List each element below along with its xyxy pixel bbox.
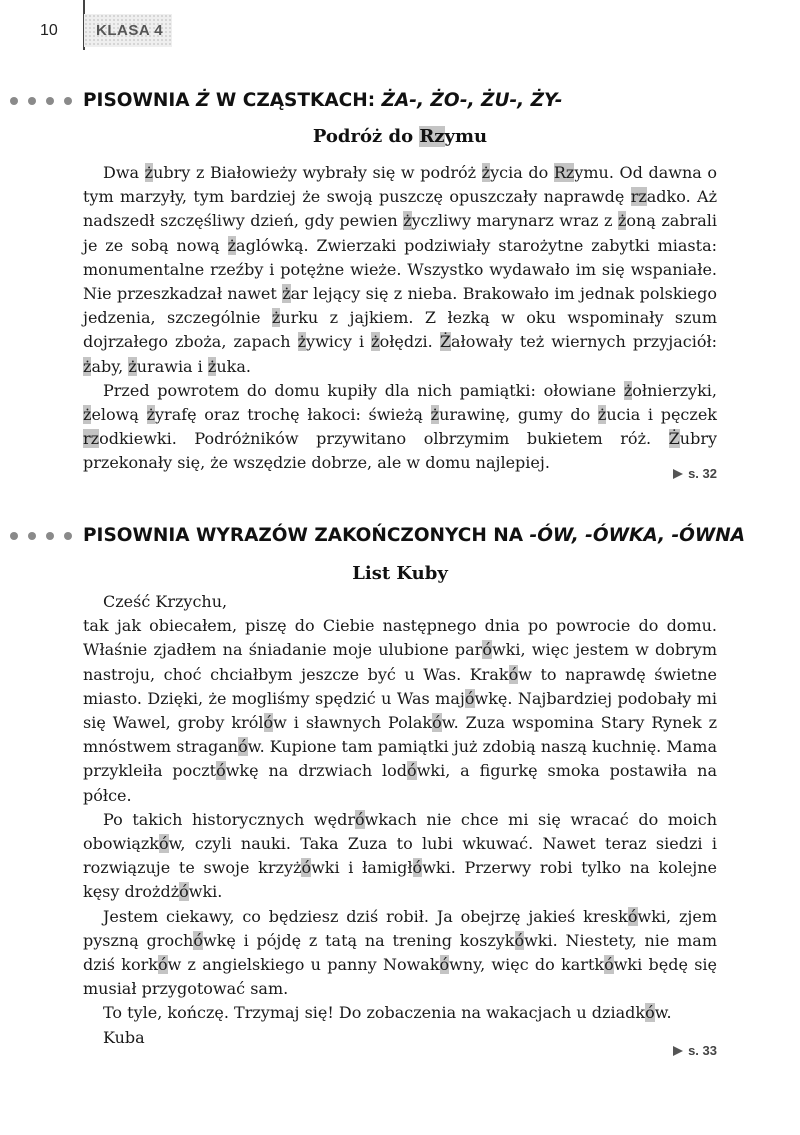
- section1-body: [83, 161, 717, 476]
- highlighted-letters: ż: [83, 405, 92, 425]
- highlighted-letters: Ż: [668, 429, 680, 449]
- highlighted-letters: ó: [216, 761, 226, 781]
- highlighted-letters: ó: [604, 955, 614, 975]
- highlighted-letters: ó: [508, 664, 519, 684]
- highlighted-letters: ó: [464, 688, 475, 708]
- highlighted-letters: ż: [371, 332, 380, 352]
- highlighted-letters: ó: [157, 955, 168, 975]
- highlighted-letters: ż: [146, 405, 155, 425]
- section1-story-title: [0, 126, 800, 147]
- section2-body: [83, 590, 717, 1050]
- section1-heading-prefix: PISOWNIA: [83, 90, 197, 111]
- story-title-post: ymu: [444, 126, 488, 147]
- bullet-dots-icon: [10, 97, 72, 105]
- highlighted-letters: ż: [282, 284, 291, 304]
- highlighted-letters: ó: [627, 906, 638, 926]
- section1-heading-italic: ŻA-, ŻO-, ŻU-, ŻY-: [381, 90, 563, 111]
- highlighted-letters: ó: [238, 737, 248, 757]
- highlighted-letters: ż: [430, 405, 440, 425]
- section2-paragraph: tak jak obiecałem, piszę do Ciebie następnego dnia po powrocie do domu. Właśnie zjadłem na śniadanie moje ulubione parówki, więc jestem w dobrym nastroju, choć chciałbym jeszcze być u Was. Kraków to naprawdę świetne miasto. Dzięki, że mogliśmy spędzić u Was majówkę. Najbardziej podobały mi się Wawel, groby królów i sławnych Polaków. Zuza wspomina Stary Rynek z mnóstwem straganów. Kupione tam pamiątki już zdobią naszą kuchnię. Mama przykleiła pocztówkę na drzwiach lodówki, a figurkę smoka postawiła na półce.: [83, 616, 718, 805]
- highlighted-letters: rz: [83, 429, 100, 449]
- highlighted-letters: ż: [403, 211, 412, 231]
- highlighted-letters: ż: [227, 235, 237, 255]
- highlighted-letters: ó: [263, 713, 274, 733]
- section2-paragraph: Kuba: [103, 1027, 145, 1047]
- section1-page-ref-text: s. 32: [688, 466, 717, 481]
- class-label: KLASA 4: [96, 22, 164, 39]
- section2-paragraph: Jestem ciekawy, co będziesz dziś robił. Ja obejrzę jakieś kreskówki, zjem pyszną grochówkę i pójdę z tatą na trening koszykówki. Niestety, nie mam dziś korków z angielskiego u panny Nowakówny, więc do kartkówki będę się musiał przygotować sam.: [83, 906, 718, 999]
- section1-heading-letter: Ż: [196, 90, 210, 111]
- story-title-pre: Podróż do: [312, 126, 420, 147]
- highlighted-letters: ó: [407, 761, 417, 781]
- highlighted-letters: ó: [412, 858, 423, 878]
- highlighted-letters: ó: [432, 713, 442, 733]
- highlighted-letters: Rz: [553, 163, 575, 182]
- highlighted-letters: ó: [645, 1003, 655, 1023]
- highlighted-letters: ó: [193, 930, 203, 950]
- highlighted-letters: ż: [297, 332, 307, 352]
- highlighted-letters: ż: [271, 308, 281, 328]
- section1-page-ref: [673, 466, 717, 481]
- bullet-dots-icon: [10, 532, 72, 540]
- section1-paragraph: Przed powrotem do domu kupiły dla nich pamiątki: ołowiane żołnierzyki, żelową żyrafę oraz trochę łakoci: świeżą żurawinę, gumy do żucia i pęczek rzodkiewki. Podróżników przywitano olbrzymim bukietem róż. Żubry przekonały się, że wszędzie dobrze, ale w domu najlepiej.: [83, 380, 717, 473]
- section1-paragraph: Dwa żubry z Białowieży wybrały się w podróż życia do Rzymu. Od dawna o tym marzyły, tym bardziej że swoją puszczę opuszczały naprawdę rzadko. Aż nadszedł szczęśliwy dzień, gdy pewien życzliwy marynarz wraz z żoną zabrali je ze sobą nową żaglówką. Zwierzaki podziwiały starożytne zabytki miasta: monumentalne rzeźby i potężne wieże. Wszystko wydawało im się wspaniałe. Nie przeszkadzał nawet żar lejący się z nieba. Brakowało im jednak polskiego jedzenia, szczególnie żurku z jajkiem. Z łezką w oku wspominały szum dojrzałego zboża, zapach żywicy i żołędzi. Żałowały też wiernych przyjaciół: żaby, żurawia i żuka.: [83, 163, 718, 376]
- highlighted-letters: ż: [207, 356, 217, 376]
- play-arrow-icon: [673, 469, 683, 479]
- story-title-highlight: Rz: [419, 126, 445, 147]
- highlighted-letters: ż: [144, 163, 154, 182]
- section2-story-title: List Kuby: [352, 563, 448, 584]
- section2-page-ref-text: s. 33: [688, 1043, 717, 1058]
- highlighted-letters: ż: [128, 356, 137, 376]
- section2-heading: [10, 525, 745, 546]
- section1-heading: [10, 90, 562, 111]
- highlighted-letters: ż: [597, 405, 607, 425]
- highlighted-letters: ó: [482, 640, 492, 660]
- section2-paragraph: Po takich historycznych wędrówkach nie chce mi się wracać do moich obowiązków, czyli nauki. Taka Zuza to lubi wkuwać. Nawet teraz siedzi i rozwiązuje te swoje krzyżówki i łamigłówki. Przerwy robi tylko na kolejne kęsy drożdżówki.: [83, 809, 718, 902]
- page-number: 10: [40, 22, 58, 39]
- highlighted-letters: ó: [355, 809, 365, 829]
- highlighted-letters: ó: [301, 858, 312, 878]
- highlighted-letters: ó: [179, 882, 189, 902]
- highlighted-letters: ż: [623, 380, 633, 400]
- section2-page-ref: [673, 1043, 717, 1058]
- highlighted-letters: ó: [158, 834, 169, 854]
- highlighted-letters: rz: [630, 187, 647, 207]
- highlighted-letters: Ż: [439, 332, 451, 352]
- highlighted-letters: ó: [514, 930, 525, 950]
- section2-heading-italic: -ÓW, -ÓWKA, -ÓWNA: [529, 525, 746, 546]
- play-arrow-icon: [673, 1046, 683, 1056]
- highlighted-letters: ż: [481, 163, 491, 182]
- highlighted-letters: ż: [83, 356, 92, 376]
- section2-paragraph: Cześć Krzychu,: [103, 592, 228, 611]
- section1-heading-middle: W CZĄSTKACH:: [209, 90, 382, 111]
- highlighted-letters: ż: [617, 211, 627, 231]
- highlighted-letters: ó: [439, 955, 450, 975]
- section2-heading-prefix: PISOWNIA WYRAZÓW ZAKOŃCZONYCH NA: [83, 525, 530, 546]
- section2-paragraph: To tyle, kończę. Trzymaj się! Do zobaczenia na wakacjach u dziadków.: [103, 1003, 672, 1023]
